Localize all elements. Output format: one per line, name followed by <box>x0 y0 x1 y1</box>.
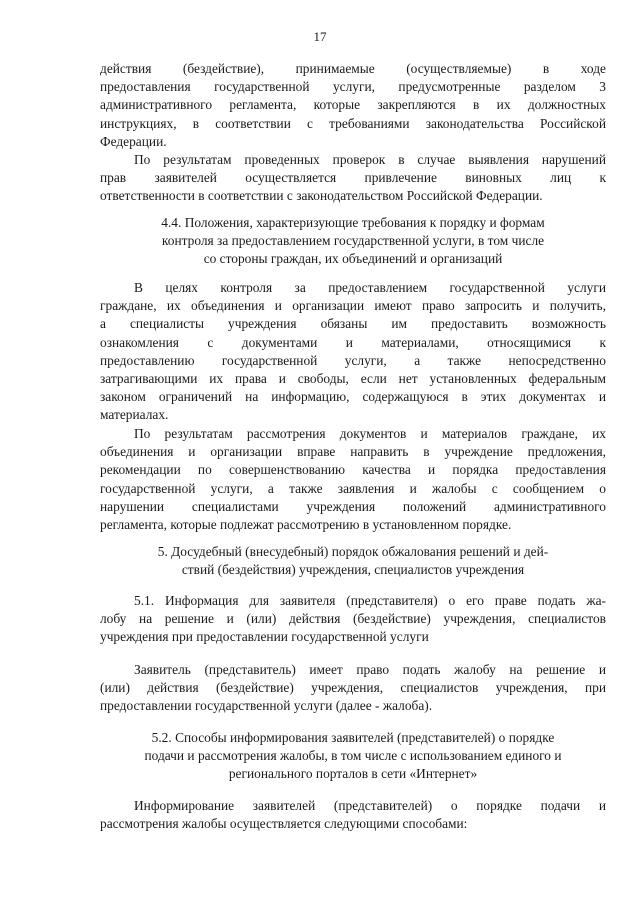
text-line: предоставления государственной услуги, предусмотренные разделом 3 <box>100 79 606 95</box>
section-heading-5 <box>100 543 606 579</box>
section-heading-4-4 <box>100 214 606 269</box>
text-line: инструкциях, в соответствии с требованиями законодательства Российской <box>100 115 606 131</box>
heading-line: регионального порталов в сети «Интернет» <box>228 766 478 782</box>
text-line: ознакомления с документами и материалами, относящимися к <box>100 334 606 350</box>
paragraph-1 <box>100 60 606 151</box>
text-line: объединения и организации вправе направить в учреждение предложения, <box>100 444 606 460</box>
text-line: законом ограничений на информацию, содержащуюся в этих документах и <box>100 389 606 405</box>
page-number: 17 <box>313 29 327 44</box>
text-line: предоставлении государственной услуги (далее - жалоба). <box>100 698 433 714</box>
text-line: ответственности в соответствии с законодательством Российской Федерации. <box>100 188 543 204</box>
heading-line: 4.4. Положения, характеризующие требования к порядку и формам <box>161 215 545 230</box>
heading-line: контроля за предоставлением государственной услуги, в том числе <box>161 233 545 249</box>
section-heading-5-2 <box>100 729 606 784</box>
text-line: затрагивающими их права и свободы, если нет установленных федеральным <box>100 370 606 386</box>
text-line: прав заявителей осуществляется привлечение виновных лиц к <box>100 170 606 186</box>
text-line: действия (бездействие), принимаемые (осуществляемые) в ходе <box>100 61 606 76</box>
text-line: Федерации. <box>100 133 167 149</box>
text-line: регламента, которые подлежат рассмотрению в установленном порядке. <box>100 516 512 532</box>
text-line: По результатам проведенных проверок в случае выявления нарушений <box>134 152 606 167</box>
paragraph-5-1 <box>100 592 606 647</box>
text-line: По результатам рассмотрения документов и материалов граждане, их <box>134 426 606 441</box>
text-line: материалах. <box>100 407 169 423</box>
heading-line: со стороны граждан, их объединений и организаций <box>203 251 503 267</box>
text-line: учреждения при предоставлении государственной услуги <box>100 629 429 645</box>
paragraph-4 <box>100 425 606 534</box>
text-line: рассмотрения жалобы осуществляется следующими способами: <box>100 816 468 832</box>
text-line: предоставлению государственной услуги, а также непосредственно <box>100 352 606 368</box>
text-line: 5.1. Информация для заявителя (представителя) о его праве подать жа- <box>134 593 606 608</box>
text-line: Информирование заявителей (представителей) о порядке подачи и <box>134 798 606 813</box>
paragraph-5 <box>100 661 606 716</box>
paragraph-6 <box>100 797 606 833</box>
text-line: В целях контроля за предоставлением государственной услуги <box>134 280 606 295</box>
text-line: граждане, их объединения и организации имеют право запросить и получить, <box>100 298 606 314</box>
heading-line: 5.2. Способы информирования заявителей (представителей) о порядке <box>151 730 555 745</box>
paragraph-2 <box>100 151 606 206</box>
heading-line: подачи и рассмотрения жалобы, в том числе с использованием единого и <box>144 748 562 764</box>
text-line: государственной услуги, а также заявления и жалобы с сообщением о <box>100 480 606 496</box>
heading-line: 5. Досудебный (внесудебный) порядок обжалования решений и дей- <box>157 544 549 559</box>
paragraph-3 <box>100 279 606 425</box>
heading-line: ствий (бездействия) учреждения, специалистов учреждения <box>181 562 525 578</box>
text-line: а специалисты учреждения обязаны им предоставить возможность <box>100 316 606 332</box>
text-line: нарушении специалистами учреждения положений административного <box>100 498 606 514</box>
text-line: лобу на решение и (или) действия (бездействие) учреждения, специалистов <box>100 611 606 627</box>
text-line: Заявитель (представитель) имеет право подать жалобу на решение и <box>134 662 606 677</box>
text-line: (или) действия (бездействие) учреждения, специалистов учреждения, при <box>100 680 606 696</box>
text-line: административного регламента, которые закрепляются в их должностных <box>100 97 606 113</box>
text-line: рекомендации по совершенствованию качества и порядка предоставления <box>100 462 606 478</box>
